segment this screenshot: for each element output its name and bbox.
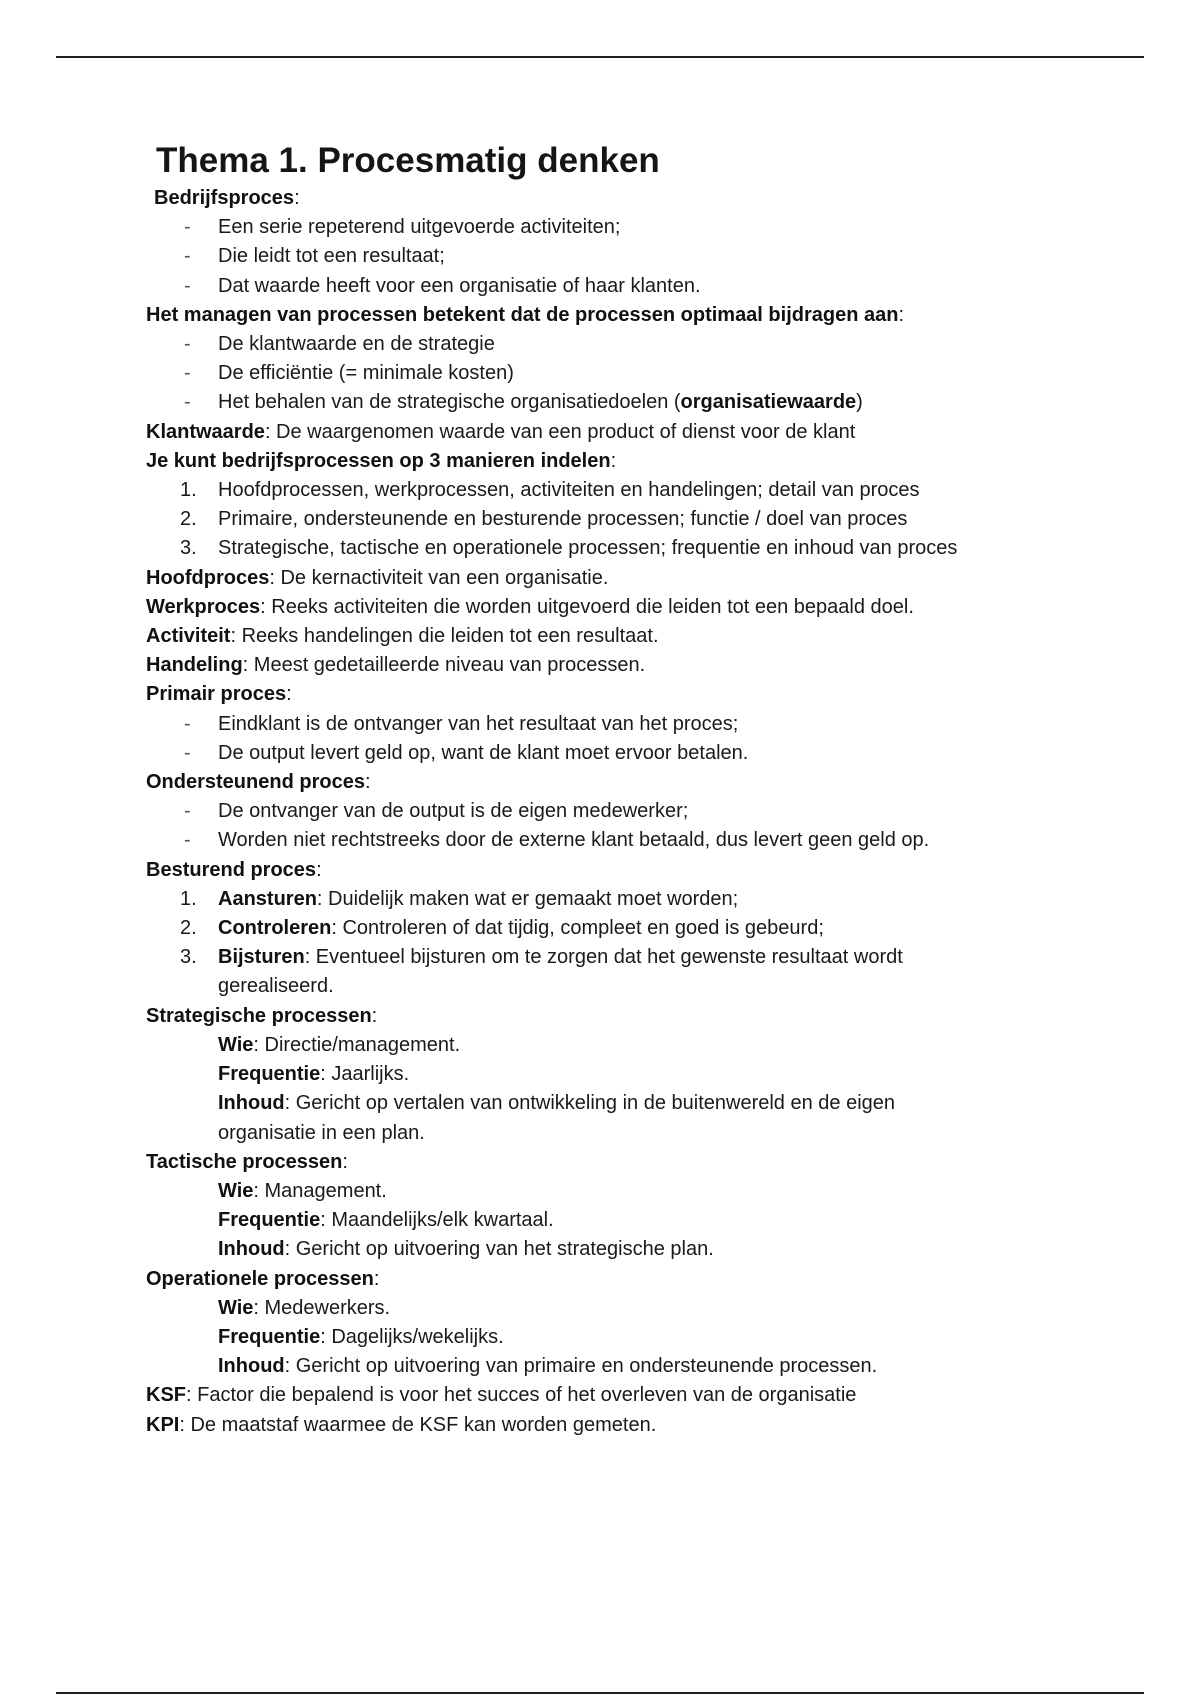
activiteit-definition: Activiteit: Reeks handelingen die leiden tot een resultaat. [146, 625, 659, 648]
strategisch-heading: Strategische processen: [146, 1004, 378, 1027]
term: Werkproces [146, 595, 261, 618]
term: Hoofdproces [146, 566, 270, 589]
operationeel-frequentie: Frequentie: Dagelijks/wekelijks. [218, 1325, 504, 1348]
operationeel-inhoud: Inhoud: Gericht op uitvoering van primaire en ondersteunende processen. [218, 1355, 878, 1378]
list-item: - De output levert geld op, want de klant moet ervoor betalen. [184, 741, 749, 764]
term: Tactische processen [146, 1150, 343, 1173]
list-item: - De efficiëntie (= minimale kosten) [184, 362, 514, 385]
list-item: 1. Hoofdprocessen, werkprocessen, activiteiten en handelingen; detail van proces [180, 479, 920, 502]
list-item: 1. Aansturen: Duidelijk maken wat er gemaakt moet worden; [180, 887, 739, 910]
term: Handeling [146, 654, 243, 677]
strategisch-inhoud: Inhoud: Gericht op vertalen van ontwikkeling in de buitenwereld en de eigen organisatie in een plan. [218, 1092, 896, 1144]
managen-list [146, 330, 1106, 418]
document-body [146, 140, 1106, 1440]
operationeel-wie: Wie: Medewerkers. [218, 1296, 391, 1319]
term: Het managen van processen betekent dat de processen optimaal bijdragen aan [146, 303, 899, 326]
list-item: 3. Bijsturen: Eventueel bijsturen om te zorgen dat het gewenste resultaat wordt gerealiseerd. [180, 946, 903, 998]
term: Klantwaarde [146, 420, 265, 443]
list-item: - Dat waarde heeft voor een organisatie of haar klanten. [184, 274, 701, 297]
operationeel-heading: Operationele processen: [146, 1267, 380, 1290]
ondersteunend-heading: Ondersteunend proces: [146, 771, 371, 794]
handeling-definition: Handeling: Meest gedetailleerde niveau van processen. [146, 654, 646, 677]
term: Je kunt bedrijfsprocessen op 3 manieren indelen [146, 449, 611, 472]
strategisch-wie: Wie: Directie/management. [218, 1033, 461, 1056]
page-footer-rule [56, 1692, 1144, 1694]
ondersteunend-list [146, 797, 1106, 855]
kpi-definition: KPI: De maatstaf waarmee de KSF kan worden gemeten. [146, 1413, 657, 1436]
list-item: - Eindklant is de ontvanger van het resultaat van het proces; [184, 712, 739, 735]
list-item: - Worden niet rechtstreeks door de externe klant betaald, dus levert geen geld op. [184, 829, 930, 852]
bedrijfsproces-heading: Bedrijfsproces: [154, 187, 300, 209]
list-item: - Het behalen van de strategische organisatiedoelen (organisatiewaarde) [184, 391, 863, 414]
term: KPI [146, 1413, 180, 1436]
term: Activiteit [146, 625, 231, 648]
bedrijfsproces-list [146, 213, 1106, 301]
term: Besturend proces [146, 858, 317, 881]
list-item: - De ontvanger van de output is de eigen medewerker; [184, 800, 689, 823]
indelen-heading: Je kunt bedrijfsprocessen op 3 manieren indelen: [146, 449, 617, 472]
klantwaarde-definition: Klantwaarde: De waargenomen waarde van een product of dienst voor de klant [146, 420, 856, 443]
strategisch-frequentie: Frequentie: Jaarlijks. [218, 1063, 410, 1086]
tactisch-wie: Wie: Management. [218, 1179, 387, 1202]
managen-heading: Het managen van processen betekent dat de processen optimaal bijdragen aan: [146, 303, 905, 326]
hoofdproces-definition: Hoofdproces: De kernactiviteit van een organisatie. [146, 566, 609, 589]
list-item: - De klantwaarde en de strategie [184, 333, 495, 356]
primair-list [146, 710, 1106, 768]
besturend-list [146, 885, 1106, 1002]
tactisch-inhoud: Inhoud: Gericht op uitvoering van het strategische plan. [218, 1238, 714, 1261]
page-header-rule [56, 56, 1144, 58]
werkproces-definition: Werkproces: Reeks activiteiten die worden uitgevoerd die leiden tot een bepaald doel. [146, 595, 914, 618]
term: KSF [146, 1384, 186, 1407]
page-title: Thema 1. Procesmatig denken [156, 141, 660, 180]
indelen-list [146, 476, 1106, 564]
tactisch-frequentie: Frequentie: Maandelijks/elk kwartaal. [218, 1209, 554, 1232]
primair-heading: Primair proces: [146, 683, 292, 706]
tactisch-heading: Tactische processen: [146, 1150, 348, 1173]
ksf-definition: KSF: Factor die bepalend is voor het succes of het overleven van de organisatie [146, 1384, 857, 1407]
term: Strategische processen [146, 1004, 372, 1027]
besturend-heading: Besturend proces: [146, 858, 322, 881]
list-item: - Die leidt tot een resultaat; [184, 245, 445, 268]
term: Ondersteunend proces [146, 771, 365, 794]
term: Operationele processen [146, 1267, 374, 1290]
term: Primair proces [146, 683, 287, 706]
list-item: 2. Primaire, ondersteunende en besturende processen; functie / doel van proces [180, 508, 908, 531]
list-item: 3. Strategische, tactische en operationele processen; frequentie en inhoud van proces [180, 537, 958, 560]
list-item: - Een serie repeterend uitgevoerde activiteiten; [184, 216, 621, 239]
term: Bedrijfsproces [154, 187, 295, 209]
list-item: 2. Controleren: Controleren of dat tijdig, compleet en goed is gebeurd; [180, 917, 824, 940]
